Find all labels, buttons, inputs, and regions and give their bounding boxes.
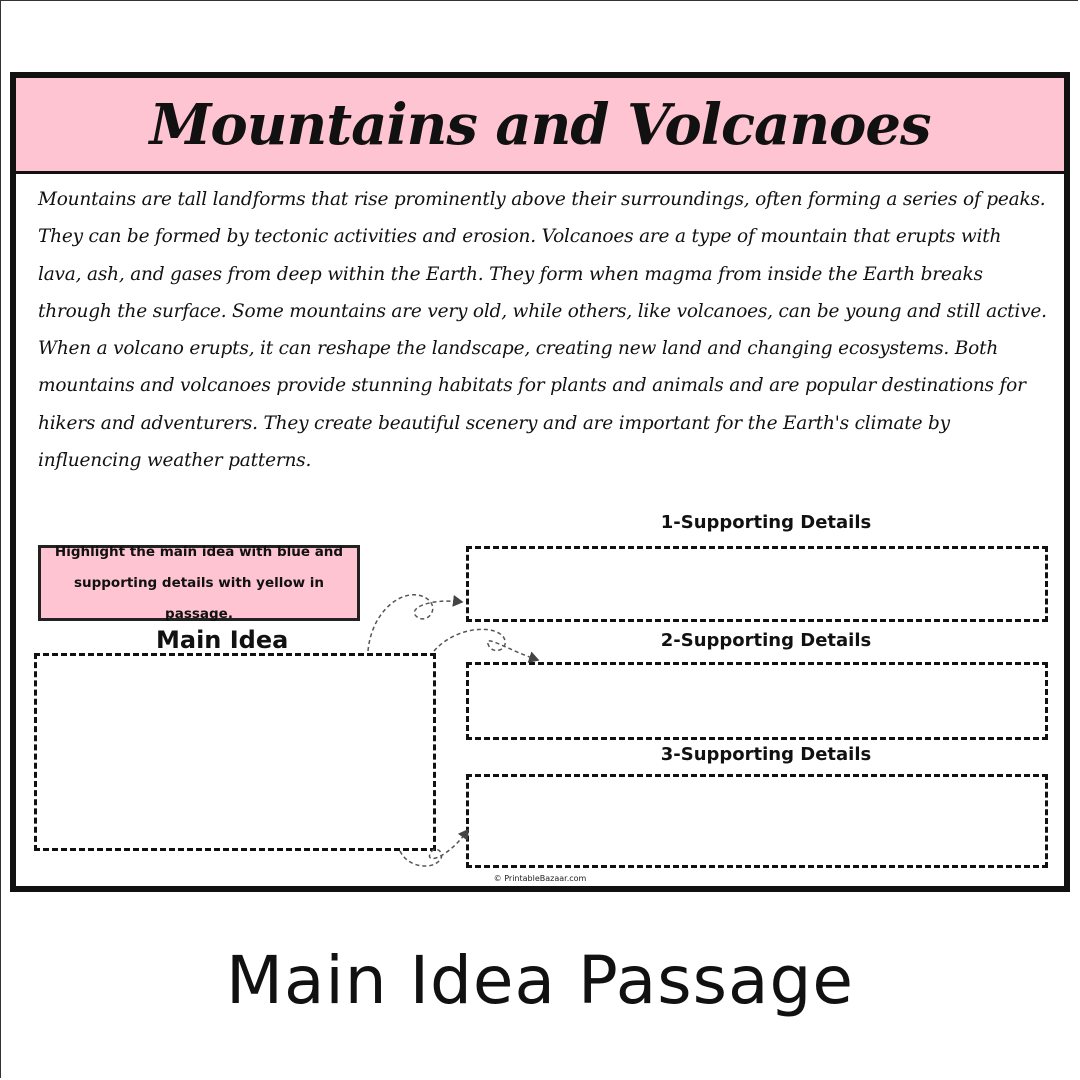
caption-text: Main Idea Passage bbox=[226, 942, 854, 1019]
instruction-box: Highlight the main idea with blue and supporting details with yellow in passage. bbox=[38, 545, 360, 621]
supporting-label-3: 3-Supporting Details bbox=[660, 744, 872, 765]
title-band bbox=[16, 78, 1064, 174]
main-idea-box[interactable] bbox=[34, 653, 436, 851]
supporting-label-1: 1-Supporting Details bbox=[660, 512, 872, 533]
main-idea-label: Main Idea bbox=[156, 626, 289, 654]
worksheet-title: Mountains and Volcanoes bbox=[149, 91, 931, 158]
supporting-details-box-2[interactable] bbox=[466, 662, 1048, 740]
supporting-details-box-1[interactable] bbox=[466, 546, 1048, 622]
passage-text: Mountains are tall landforms that rise prominently above their surroundings, often forming a series of peaks. They can be formed by tectonic activities and erosion. Volcanoes are a type of mountain that erupts with lava, ash, and gases from deep within the Earth. They form when magma from inside the Earth breaks through the surface. Some mountains are very old, while others, like volcanoes, can be young and still active. When a volcano erupts, it can reshape the landscape, creating new land and changing ecosystems. Both mountains and volcanoes provide stunning habitats for plants and animals and are popular destinations for hikers and adventurers. They create beautiful scenery and are important for the Earth's climate by influencing weather patterns. bbox=[38, 189, 1047, 472]
arrow-to-detail-1 bbox=[368, 595, 462, 651]
copyright-text: © PrintableBazaar.com bbox=[493, 874, 587, 883]
supporting-details-box-3[interactable] bbox=[466, 774, 1048, 868]
worksheet bbox=[10, 72, 1070, 892]
supporting-label-2: 2-Supporting Details bbox=[660, 630, 872, 651]
